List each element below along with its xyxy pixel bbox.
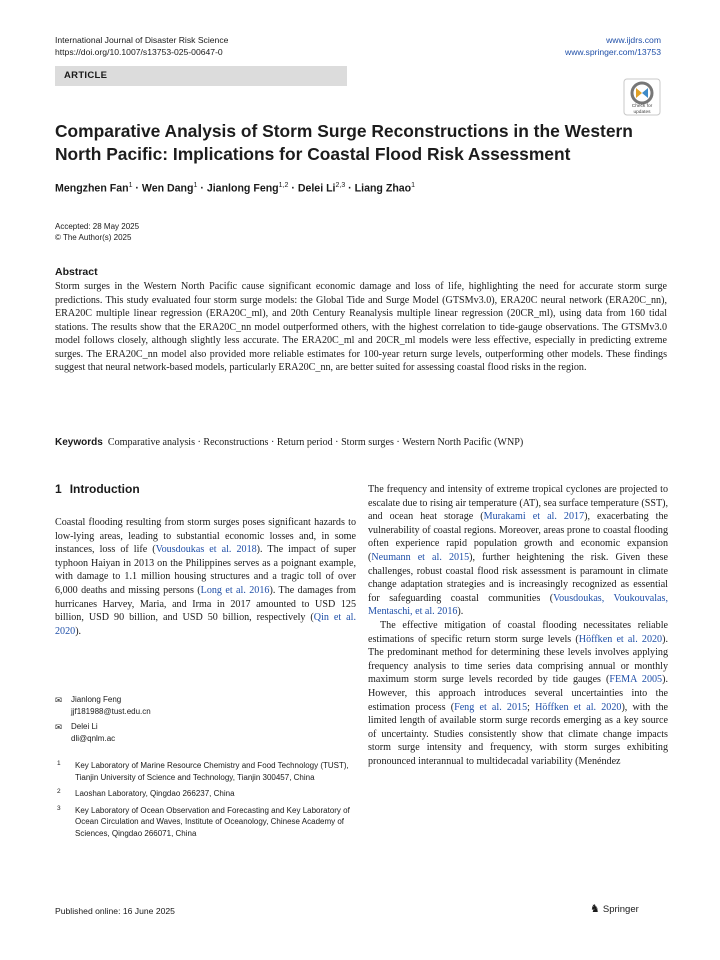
author-separator: · bbox=[132, 182, 142, 195]
affiliation-text: Key Laboratory of Marine Resource Chemistry and Food Technology (TUST), Tianjin University of Science and Technology, Tianjin 300457, China bbox=[75, 761, 349, 782]
citation-link[interactable]: FEMA 2005 bbox=[609, 674, 663, 686]
paragraph-text: ). bbox=[75, 625, 82, 637]
author-name[interactable]: Mengzhen Fan bbox=[55, 182, 129, 195]
paragraph-text: The effective mitigation of coastal flooding necessitates reliable estimations of specific return storm surge levels ( bbox=[368, 619, 668, 645]
paragraph-text: The frequency and intensity of extreme tropical cyclones are projected to escalate due to rising air temperature (AT), sea surface temperature (SST), and ocean heat storage ( bbox=[368, 484, 668, 523]
citation-link[interactable]: Feng et al. 2015 bbox=[454, 701, 528, 713]
citation-link[interactable]: Long et al. 2016 bbox=[200, 584, 270, 596]
author-name[interactable]: Liang Zhao bbox=[354, 182, 412, 195]
citation-link[interactable]: Qin et al. 2020 bbox=[55, 612, 356, 637]
springer-link[interactable]: www.springer.com/13753 bbox=[564, 47, 661, 57]
paragraph-text: ), with the limited length of available storm surge records emerging as a key source of uncertainty. Studies consistently show that climate change impacts storm surge intensity and frequency, with storm surges exhibiting pronounced interannual to multidecadal variability (Menéndez bbox=[368, 701, 668, 767]
citation-link[interactable]: Höffken et al. 2020 bbox=[535, 701, 622, 713]
contact-entry bbox=[55, 694, 151, 717]
springer-horse-icon: ♞ bbox=[590, 903, 600, 915]
abstract-heading: Abstract bbox=[55, 266, 98, 278]
paragraph-text: ), further heightening the risk. Given these challenges, robust coastal flood risk assessment is paramount in climate change adaptation strategies and is increasingly recognized as essential for safeguarding coastal communities ( bbox=[368, 551, 669, 604]
section-number: 1 bbox=[55, 482, 62, 496]
author-name[interactable]: Wen Dang bbox=[141, 182, 194, 195]
paragraph-text: ; bbox=[527, 701, 536, 713]
ijdrs-link[interactable]: www.ijdrs.com bbox=[606, 35, 661, 45]
intro-paragraph bbox=[368, 483, 668, 619]
envelope-icon: ✉ bbox=[55, 695, 63, 705]
article-type-bar: ARTICLE bbox=[55, 66, 347, 86]
envelope-icon: ✉ bbox=[55, 722, 63, 732]
paragraph-text: ). The impact of super typhoon Haiyan in 2013 on the Philippines serves as a poignant example, with damage to 1.1 million housing structures and a tragic toll of over 6,000 deaths and missing persons ( bbox=[55, 544, 356, 596]
intro-paragraph bbox=[55, 516, 356, 638]
journal-name: International Journal of Disaster Risk Science bbox=[55, 35, 229, 45]
affiliation-number: 3 bbox=[57, 804, 61, 812]
right-column bbox=[368, 483, 668, 768]
doi-link[interactable]: https://doi.org/10.1007/s13753-025-00647-0 bbox=[55, 47, 223, 57]
paragraph-text: ). The damages from hurricanes Harvey, Maria, and Irma in 2017 amounted to USD 125 billion, USD 90 billion, and USD 50 billion, respectively ( bbox=[55, 584, 356, 624]
contact-entry bbox=[55, 721, 151, 744]
affiliation-number: 2 bbox=[57, 788, 61, 795]
crossmark-label: Check for updates bbox=[631, 104, 653, 115]
publisher-name: Springer bbox=[602, 904, 639, 915]
author-name[interactable]: Delei Li bbox=[297, 182, 336, 195]
contact-email[interactable]: dli@qnlm.ac bbox=[71, 733, 116, 743]
abstract-text: Storm surges in the Western North Pacific cause significant economic damage and loss of life, highlighting the need for accurate storm surge predictions. This study evaluated four storm surge models: the Global Tide and Surge Model (GTSMv3.0), ERA20C neural network (ERA20C_nn), ERA20C multiple linear regression (ERA20C_ml), and 20th Century Reanalysis multiple linear regression (20CR_ml), using data from 160 tidal stations. The results show that the ERA20C_nn model outperformed others, with the highest correlation to tide-gauge observations. The GTSMv3.0 model follows closely, although slightly less accurate. The ERA20C_ml and 20CR_ml models were less effective, especially in predicting extreme surges. The ERA20C_nn model also provided more reliable estimates for 100-year return surge levels, outperforming other models. These findings suggest that neural network-based models, particularly ERA20C_nn, are better suited for assessing coastal flood risks in the region. bbox=[55, 281, 667, 373]
intro-paragraph bbox=[368, 619, 668, 769]
paragraph-text: ), exacerbating the vulnerability of coastal regions. Moreover, areas prone to coastal flooding often experience rapid population growth and economic expansion ( bbox=[368, 511, 668, 563]
citation-link[interactable]: Neumann et al. 2015 bbox=[371, 551, 470, 563]
paragraph-text: ). The predominant method for determining these levels involves applying frequency analysis to time series data comprising annual or monthly maximum storm surge levels recorded by tide gauges ( bbox=[368, 633, 668, 686]
affiliation-entry bbox=[55, 760, 355, 783]
keywords bbox=[55, 437, 523, 448]
section-title: Introduction bbox=[69, 482, 140, 496]
published-date: Published online: 16 June 2025 bbox=[55, 906, 175, 916]
paragraph-text: ). bbox=[457, 606, 464, 618]
citation-link[interactable]: Höffken et al. 2020 bbox=[578, 633, 663, 645]
citation-link[interactable]: Vousdoukas, Voukouvalas, Mentaschi, et al. 2016 bbox=[368, 592, 668, 618]
left-column bbox=[55, 516, 356, 638]
affiliation-entry bbox=[55, 805, 355, 840]
keywords-label: Keywords bbox=[55, 437, 103, 448]
author-affiliation-mark: 1,2 bbox=[278, 182, 289, 189]
author-list bbox=[55, 182, 415, 195]
affiliations bbox=[55, 760, 355, 844]
author-separator: · bbox=[345, 182, 355, 195]
author-affiliation-mark: 1 bbox=[193, 182, 198, 189]
citation-link[interactable]: Vousdoukas et al. 2018 bbox=[155, 544, 257, 556]
affiliation-text: Laoshan Laboratory, Qingdao 266237, China bbox=[75, 789, 235, 798]
keywords-text: Comparative analysis · Reconstructions · Return period · Storm surges · Western North Pacific (WNP) bbox=[107, 437, 524, 448]
affiliation-number: 1 bbox=[57, 760, 61, 767]
affiliation-text: Key Laboratory of Ocean Observation and Forecasting and Key Laboratory of Ocean Circulation and Waves, Institute of Oceanology, Chinese Academy of Sciences, Qingdao 266071, China bbox=[75, 805, 350, 838]
contact-name: Delei Li bbox=[71, 722, 98, 731]
publisher-logo[interactable] bbox=[590, 902, 639, 915]
paragraph-text: ). However, this approach introduces several uncertainties into the estimation process ( bbox=[368, 674, 668, 713]
license-line: © The Author(s) 2025 bbox=[55, 233, 132, 242]
paper-title: Comparative Analysis of Storm Surge Reconstructions in the Western North Pacific: Implications for Coastal Flood Risk Assessment bbox=[55, 121, 633, 164]
journal-header bbox=[55, 34, 228, 58]
author-separator: · bbox=[288, 182, 298, 195]
author-name[interactable]: Jianlong Feng bbox=[206, 182, 279, 195]
section-heading-introduction bbox=[55, 482, 148, 496]
author-affiliation-mark: 2,3 bbox=[335, 182, 346, 189]
article-dates bbox=[55, 221, 139, 243]
author-affiliation-mark: 1 bbox=[128, 182, 133, 189]
citation-link[interactable]: Murakami et al. 2017 bbox=[483, 511, 585, 523]
corresponding-authors bbox=[55, 694, 151, 748]
accepted-date: Accepted: 28 May 2025 bbox=[55, 222, 140, 231]
contact-email[interactable]: jjf181988@tust.edu.cn bbox=[71, 706, 151, 716]
author-separator: · bbox=[197, 182, 207, 195]
author-affiliation-mark: 1 bbox=[411, 182, 416, 189]
journal-urls bbox=[565, 34, 661, 58]
contact-name: Jianlong Feng bbox=[71, 695, 122, 704]
affiliation-entry bbox=[55, 788, 355, 800]
paragraph-text: Coastal flooding resulting from storm surges poses significant hazards to low-lying areas, leading to substantial economic losses and, in some instances, loss of life ( bbox=[55, 517, 356, 556]
